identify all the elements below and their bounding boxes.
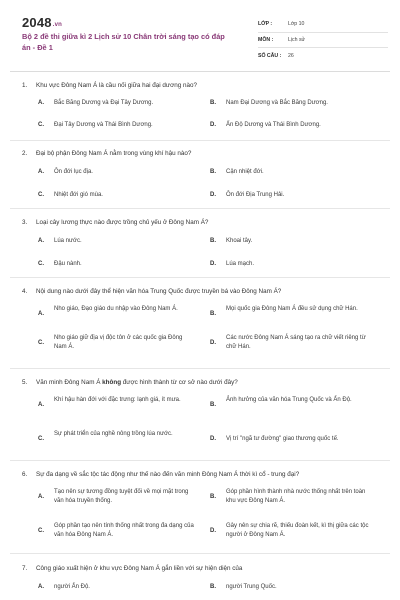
meta-row-subject — [258, 33, 388, 49]
option-text: Góp phần tạo nên tính thống nhất trong đa dạng của văn hóa Đông Nam Á. — [54, 523, 194, 538]
option-text: Lúa mạch. — [226, 261, 255, 267]
question-number: 2. — [22, 150, 28, 157]
header-divider — [10, 71, 390, 72]
option-text: Mọi quốc gia Đông Nam Á đều sử dụng chữ Hán. — [226, 306, 358, 312]
option-letter: C. — [38, 261, 44, 267]
option-text: Nho giáo, Đạo giáo du nhập vào Đông Nam Á. — [54, 306, 178, 312]
question-prompt-end: được hình thành từ cơ sở nào dưới đây? — [121, 379, 238, 386]
meta-value: Lớp 10 — [288, 21, 305, 28]
option-letter: D. — [210, 528, 216, 534]
option-letter: B. — [210, 238, 216, 244]
option-text: Lúa nước. — [54, 238, 82, 244]
question-separator — [10, 277, 390, 278]
option-text: Sự phát triển của nghề nông trồng lúa nước. — [54, 431, 173, 437]
option-letter: B. — [210, 584, 216, 590]
option-text: người Ấn Độ. — [54, 584, 90, 590]
option-letter: B. — [210, 494, 216, 500]
option-text: Đại Tây Dương và Thái Bình Dương. — [54, 122, 153, 128]
question-prompt: Đại bộ phận Đông Nam Á nằm trong vùng khí hậu nào? — [36, 150, 192, 157]
option-text: Nhiệt đới gió mùa. — [54, 192, 103, 198]
logo-main: 2048 — [22, 15, 52, 30]
meta-value: 26 — [288, 52, 294, 59]
question-text — [22, 470, 388, 479]
question-number: 4. — [22, 288, 28, 295]
option-text: người Trung Quốc. — [226, 584, 277, 590]
meta-row-class — [258, 17, 388, 33]
question-prompt: Sự đa dạng về sắc tộc tác động như thế nào đến văn minh Đông Nam Á thời kì cổ - trung đại? — [36, 471, 300, 478]
meta-table — [258, 17, 388, 64]
question-text — [22, 287, 388, 296]
option-letter: A. — [38, 311, 44, 317]
option-letter: D. — [210, 192, 216, 198]
option-letter: D. — [210, 261, 216, 267]
option-text: Ấn Độ Dương và Thái Bình Dương. — [226, 122, 321, 128]
question-separator — [10, 140, 390, 141]
option-letter: D. — [210, 340, 216, 346]
option-text: Khoai tây. — [226, 238, 253, 244]
option-text: Vị trí "ngã tư đường" giao thương quốc tế. — [226, 436, 339, 442]
question-prompt: Nội dung nào dưới đây thể hiện văn hóa Trung Quốc được truyền bá vào Đông Nam Á? — [36, 288, 282, 295]
meta-key: SỐ CÂU : — [258, 52, 282, 59]
document-title: Bộ 2 đề thi giữa kì 2 Lịch sử 10 Chân trời sáng tạo có đáp án - Đề 1 — [22, 32, 225, 52]
question-emphasis: không — [102, 379, 122, 386]
option-letter: D. — [210, 436, 216, 442]
option-letter: C. — [38, 122, 44, 128]
option-text: Ôn đới Địa Trung Hải. — [226, 192, 285, 198]
question-number: 3. — [22, 219, 28, 226]
option-text: Cận nhiệt đới. — [226, 169, 264, 175]
question-text — [22, 81, 388, 90]
option-letter: A. — [38, 169, 44, 175]
meta-row-count — [258, 48, 388, 64]
option-text: Ảnh hưởng của văn hóa Trung Quốc và Ấn Độ. — [226, 397, 352, 403]
meta-value: Lịch sử — [288, 36, 306, 43]
option-letter: C. — [38, 192, 44, 198]
option-text: Gây nên sự chia rẽ, thiếu đoàn kết, kì thị giữa các tộc người ở Đông Nam Á. — [226, 523, 369, 538]
option-letter: B. — [210, 100, 216, 106]
question-text — [22, 218, 388, 227]
question-separator — [10, 208, 390, 209]
option-letter: C. — [38, 528, 44, 534]
option-text: Các nước Đông Nam Á sáng tạo ra chữ viết riêng từ chữ Hán. — [226, 335, 366, 350]
question-separator — [10, 368, 390, 369]
option-letter: A. — [38, 494, 44, 500]
site-logo[interactable] — [22, 15, 62, 30]
option-text: Đậu nành. — [54, 261, 82, 267]
question-prompt-start: Văn minh Đông Nam Á — [36, 379, 103, 386]
option-letter: B. — [210, 169, 216, 175]
option-text: Tạo nên sự tương đồng tuyệt đối về mọi mặt trong văn hóa truyền thống. — [54, 489, 189, 504]
question-separator — [10, 553, 390, 554]
question-number: 6. — [22, 471, 28, 478]
option-letter: D. — [210, 122, 216, 128]
meta-key: LỚP : — [258, 21, 273, 28]
option-letter: C. — [38, 436, 44, 442]
option-text: Bắc Băng Dương và Đại Tây Dương. — [54, 100, 154, 106]
option-letter: B. — [210, 402, 216, 408]
option-text: Khí hậu hàn đới với đặc trưng: lạnh giá, ít mưa. — [54, 397, 181, 403]
question-text — [22, 378, 388, 387]
meta-key: MÔN : — [258, 36, 274, 43]
question-number: 7. — [22, 565, 28, 572]
option-letter: A. — [38, 584, 44, 590]
document-header — [10, 6, 390, 64]
question-number: 5. — [22, 379, 28, 386]
question-text — [22, 564, 388, 573]
question-prompt: Công giáo xuất hiện ở khu vực Đông Nam Á gắn liền với sự hiện diện của — [36, 565, 243, 572]
question-text — [22, 149, 388, 158]
option-letter: A. — [38, 402, 44, 408]
question-separator — [10, 460, 390, 461]
option-text: Góp phần hình thành nhà nước thống nhất trên toàn khu vực Đông Nam Á. — [226, 489, 366, 504]
option-letter: C. — [38, 340, 44, 346]
option-letter: A. — [38, 100, 44, 106]
option-text: Nho giáo giữ địa vị độc tôn ở các quốc gia Đông Nam Á. — [54, 335, 183, 350]
option-text: Ôn đới lục địa. — [54, 169, 93, 175]
logo-suffix: .vn — [52, 22, 63, 28]
option-text: Nam Đại Dương và Bắc Băng Dương. — [226, 100, 328, 106]
question-prompt: Khu vực Đông Nam Á là cầu nối giữa hai đại dương nào? — [36, 82, 197, 89]
question-number: 1. — [22, 82, 28, 89]
question-prompt: Loại cây lương thực nào được trồng chủ yếu ở Đông Nam Á? — [36, 219, 209, 226]
option-letter: B. — [210, 311, 216, 317]
option-letter: A. — [38, 238, 44, 244]
